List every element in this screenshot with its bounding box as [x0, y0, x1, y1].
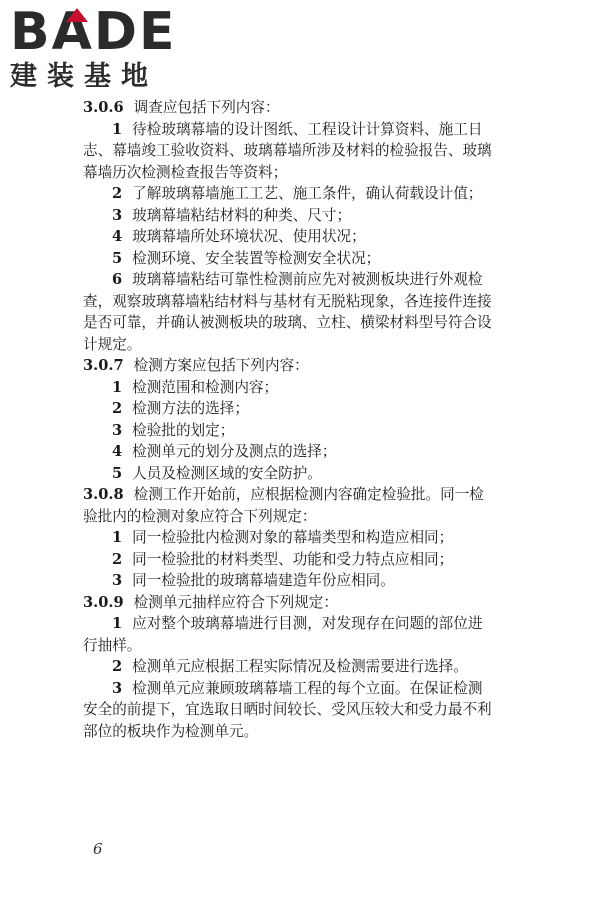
line-text: 应对整个玻璃幕墙进行目测，对发现存在问题的部位进 [132, 615, 483, 632]
line-text: 行抽样。 [83, 636, 142, 654]
list-item-line [83, 613, 523, 635]
item-number: 1 [112, 378, 123, 396]
line-text: 调查应包括下列内容： [133, 99, 280, 116]
bade-logo [10, 2, 180, 94]
line-text: 查，观察玻璃幕墙粘结材料与基材有无脱粘现象，各连接件连接 [83, 292, 492, 310]
continuation-line [83, 140, 523, 162]
line-text: 人员及检测区域的安全防护。 [132, 464, 322, 482]
item-number: 3 [112, 572, 123, 589]
item-number: 1 [112, 615, 123, 632]
logo-red-accent [66, 8, 88, 22]
item-number: 4 [112, 228, 123, 245]
list-item-line [83, 549, 523, 571]
list-item-line [83, 441, 523, 463]
list-item-line [83, 377, 523, 399]
line-text: 验批内的检测对象应符合下列规定： [83, 507, 317, 525]
page-number: 6 [93, 840, 103, 858]
line-text: 检测单元应根据工程实际情况及检测需要进行选择。 [132, 658, 468, 675]
line-text: 同一检验批内检测对象的幕墙类型和构造应相同； [132, 529, 454, 546]
item-number: 5 [112, 249, 123, 267]
item-number: 1 [112, 529, 123, 546]
item-number: 3 [112, 206, 123, 224]
list-item-line [83, 398, 523, 420]
list-item-line [83, 248, 523, 270]
list-item-line [83, 656, 523, 678]
line-text: 同一检验批的玻璃幕墙建造年份应相同。 [132, 572, 395, 589]
item-number: 5 [112, 464, 123, 482]
item-number: 2 [112, 185, 123, 202]
list-item-line [83, 119, 523, 141]
list-item-line [83, 527, 523, 549]
line-text: 同一检验批的材料类型、功能和受力特点应相同； [132, 550, 454, 568]
list-item-line [83, 570, 523, 592]
list-item-line [83, 678, 523, 700]
section-heading-line [83, 592, 523, 614]
logo-subtitle: 建装基地 [10, 61, 158, 92]
list-item-line [83, 183, 523, 205]
line-text: 玻璃幕墙粘结可靠性检测前应先对被测板块进行外观检 [132, 271, 483, 288]
continuation-line [83, 334, 523, 356]
line-text: 是否可靠，并确认被测板块的玻璃、立柱、横梁材料型号符合设 [83, 314, 492, 331]
continuation-line [83, 699, 523, 721]
section-heading-line [83, 97, 523, 119]
item-number: 1 [112, 120, 123, 138]
line-text: 待检玻璃幕墙的设计图纸、工程设计计算资料、施工日 [132, 120, 483, 138]
line-text: 幕墙历次检测检查报告等资料； [83, 163, 288, 181]
line-text: 检测工作开始前，应根据检测内容确定检验批。同一检 [133, 486, 484, 503]
continuation-line [83, 291, 523, 313]
section-number: 3.0.8 [83, 486, 124, 503]
continuation-line [83, 721, 523, 743]
line-text: 计规定。 [83, 335, 142, 353]
line-text: 检测范围和检测内容； [132, 378, 279, 396]
line-text: 检测单元的划分及测点的选择； [132, 443, 337, 460]
line-text: 部位的板块作为检测单元。 [83, 722, 259, 740]
line-text: 检验批的划定； [132, 421, 235, 439]
item-number: 3 [112, 421, 123, 439]
section-heading-line [83, 484, 523, 506]
line-text: 志、幕墙竣工验收资料、玻璃幕墙所涉及材料的检验报告、玻璃 [83, 142, 492, 159]
line-text: 检测单元抽样应符合下列规定： [133, 593, 338, 611]
section-heading-line [83, 355, 523, 377]
continuation-line [83, 635, 523, 657]
section-number: 3.0.9 [83, 593, 124, 611]
line-text: 检测单元应兼顾玻璃幕墙工程的每个立面。在保证检测 [132, 679, 483, 697]
item-number: 3 [112, 679, 123, 697]
section-number: 3.0.6 [83, 99, 124, 116]
list-item-line [83, 463, 523, 485]
continuation-line [83, 162, 523, 184]
document-body [83, 97, 523, 742]
line-text: 检测方法的选择； [132, 400, 249, 417]
line-text: 玻璃幕墙所处环境状况、使用状况； [132, 228, 366, 245]
item-number: 4 [112, 443, 123, 460]
item-number: 6 [112, 271, 123, 288]
line-text: 检测方案应包括下列内容： [133, 357, 309, 374]
continuation-line [83, 312, 523, 334]
item-number: 2 [112, 658, 123, 675]
list-item-line [83, 205, 523, 227]
section-number: 3.0.7 [83, 357, 124, 374]
list-item-line [83, 420, 523, 442]
item-number: 2 [112, 400, 123, 417]
line-text: 安全的前提下，宜选取日晒时间较长、受风压较大和受力最不利 [83, 701, 492, 718]
list-item-line [83, 269, 523, 291]
continuation-line [83, 506, 523, 528]
logo-brand: BADE [10, 2, 177, 62]
item-number: 2 [112, 550, 123, 568]
list-item-line [83, 226, 523, 248]
line-text: 了解玻璃幕墙施工工艺、施工条件，确认荷载设计值； [132, 185, 483, 202]
line-text: 检测环境、安全装置等检测安全状况； [132, 249, 381, 267]
line-text: 玻璃幕墙粘结材料的种类、尺寸； [132, 206, 352, 224]
